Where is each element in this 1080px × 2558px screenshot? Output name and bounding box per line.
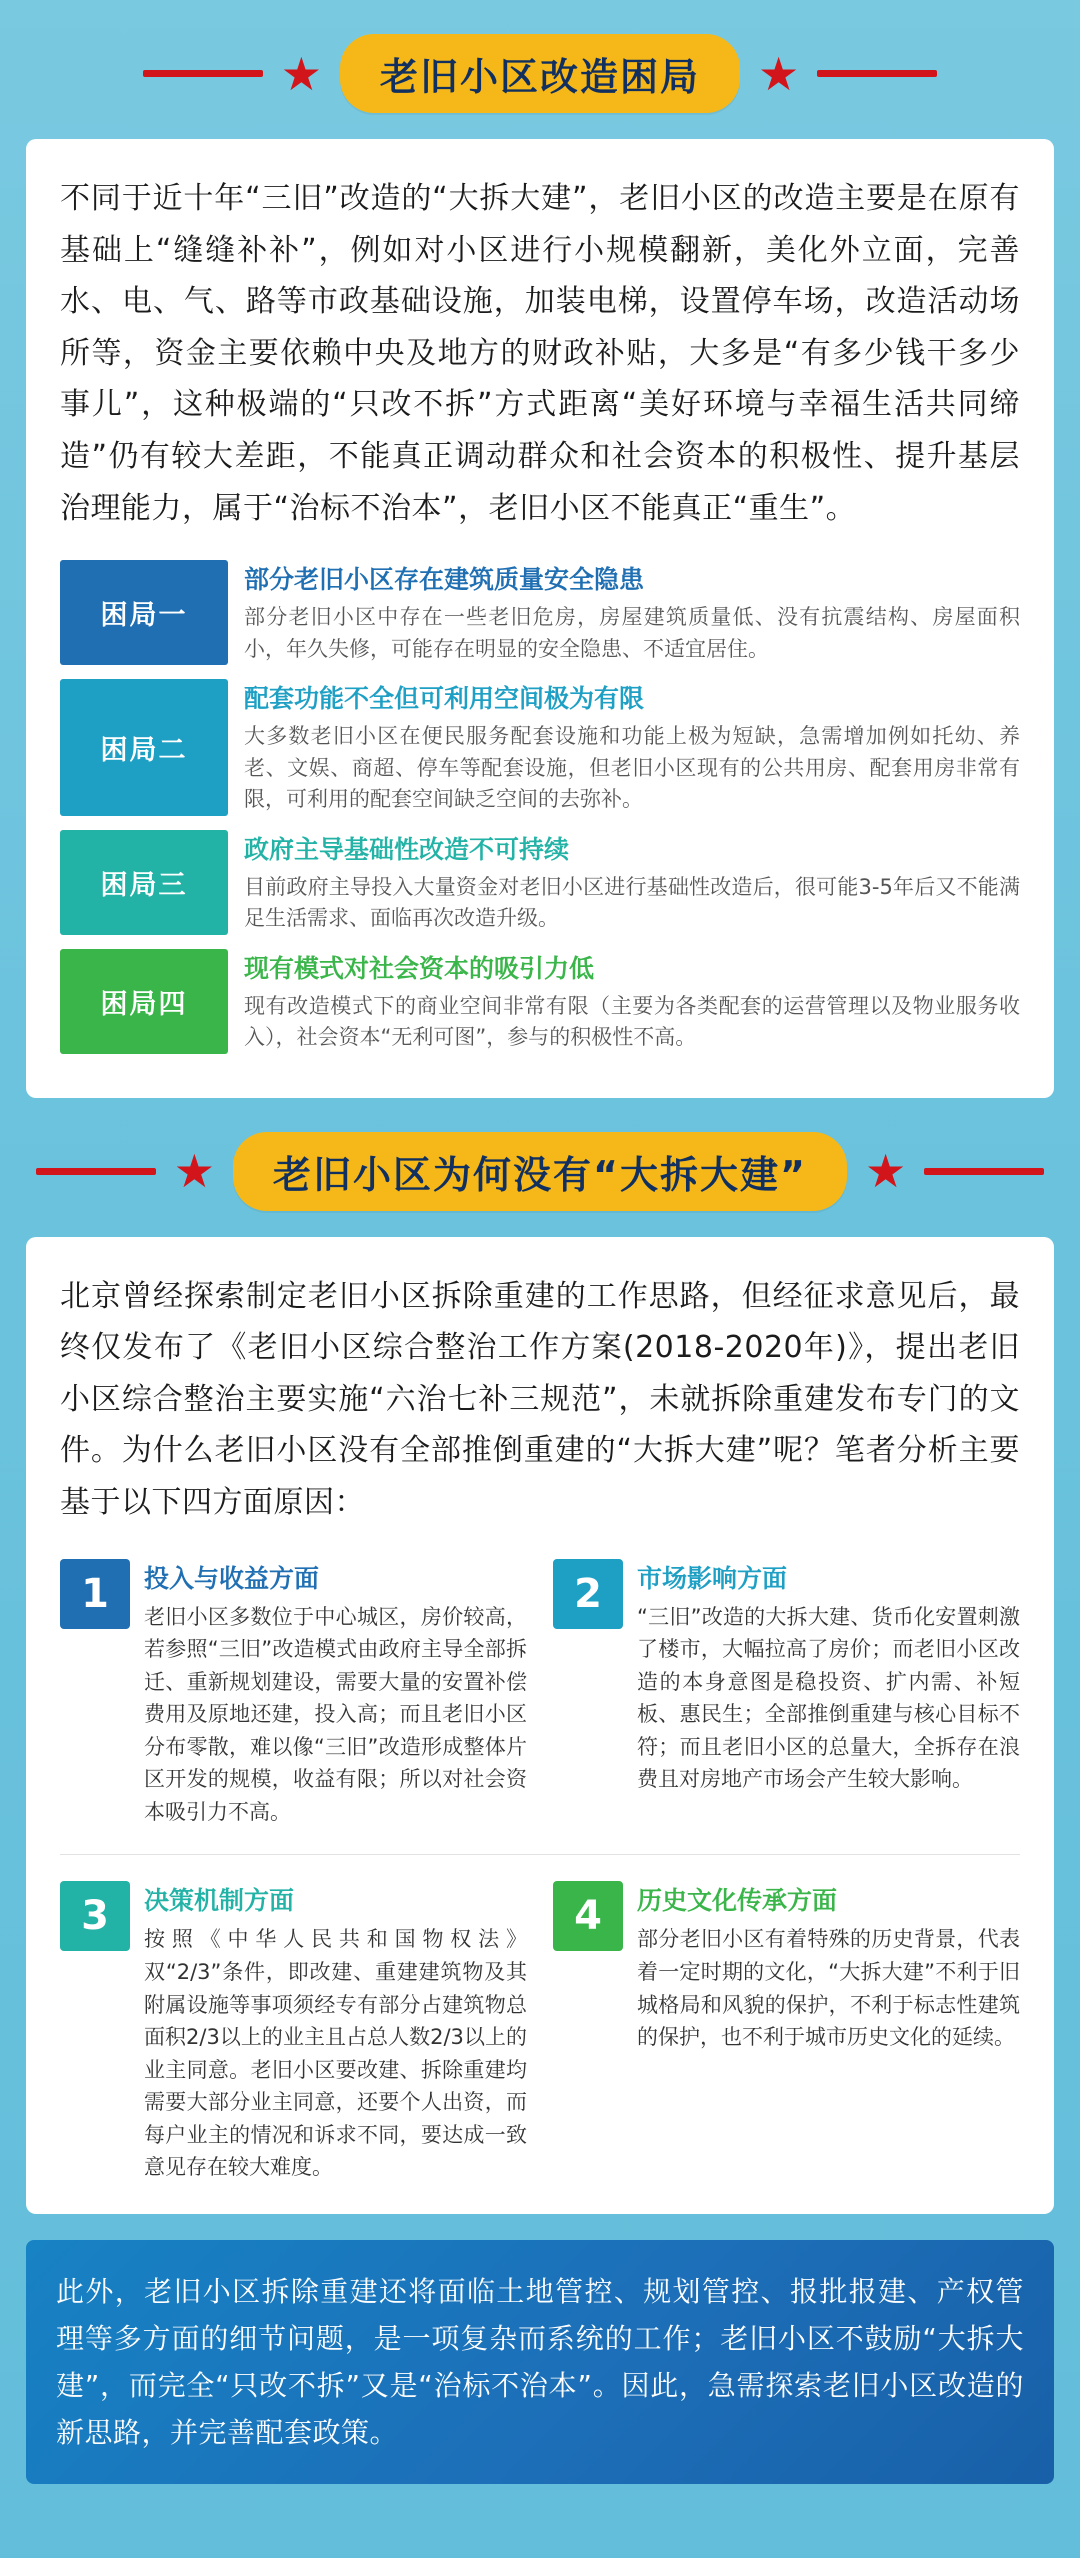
list-item: [553, 1559, 1020, 1829]
list-item: [60, 830, 1020, 935]
kunju-title: 政府主导基础性改造不可持续: [244, 834, 570, 864]
section1-banner: [0, 0, 1080, 139]
kunju-title: 部分老旧小区存在建筑质量安全隐患: [244, 565, 645, 595]
reason-body: [623, 1881, 1020, 2053]
kunju-text: 部分老旧小区中存在一些老旧危房，房屋建筑质量低、没有抗震结构、房屋面积小，年久失修，可能存在明显的安全隐患、不适宜居住。: [244, 605, 1020, 661]
kunju-body: [228, 560, 1020, 665]
kunju-list: [60, 560, 1020, 1054]
list-item: [60, 560, 1020, 665]
footer-callout: [26, 2240, 1054, 2484]
reason-body: [130, 1881, 527, 2183]
reason-text: 部分老旧小区有着特殊的历史背景，代表着一定时期的文化，“大拆大建”不利于旧城格局和风貌的保护，不利于标志性建筑的保护，也不利于城市历史文化的延续。: [637, 1927, 1020, 2050]
section1-title-pill: [340, 34, 740, 113]
list-item: [60, 949, 1020, 1054]
banner-rule-right: [817, 70, 937, 77]
list-item: [553, 1881, 1020, 2183]
reason-body: [130, 1559, 527, 1829]
section1-title: 老旧小区改造困局: [379, 55, 700, 99]
kunju-title: 配套功能不全但可利用空间极为有限: [244, 684, 645, 714]
section2-title-pill: [233, 1132, 847, 1211]
kunju-body: [228, 949, 1020, 1054]
reason-text: 老旧小区多数位于中心城区，房价较高，若参照“三旧”改造模式由政府主导全部拆迁、重新规划建设，需要大量的安置补偿费用及原地还建，投入高；而且老旧小区分布零散，难以像“三旧”改造形成整体片区开发的规模，收益有限；所以对社会资本吸引力不高。: [144, 1604, 527, 1824]
banner-rule-left: [143, 70, 263, 77]
reason-title: 决策机制方面: [144, 1886, 295, 1916]
star-icon: ★: [280, 46, 322, 101]
reasons-grid: [60, 1559, 1020, 2184]
list-item: [60, 679, 1020, 816]
kunju-tag: 困局四: [60, 949, 228, 1054]
reason-text: 按照《中华人民共和国物权法》双“2/3”条件，即改建、重建建筑物及其附属设施等事项须经专有部分占建筑物总面积2/3以上的业主且占总人数2/3以上的业主同意。老旧小区要改建、拆除重建均需要大部分业主同意，还要个人出资，而每户业主的情况和诉求不同，要达成一致意见存在较大难度。: [144, 1927, 527, 2180]
kunju-tag: 困局三: [60, 830, 228, 935]
section1-paragraph: 不同于近十年“三旧”改造的“大拆大建”，老旧小区的改造主要是在原有基础上“缝缝补补”，例如对小区进行小规模翻新，美化外立面，完善水、电、气、路等市政基础设施，加装电梯，设置停车场，改造活动场所等，资金主要依赖中央及地方的财政补贴，大多是“有多少钱干多少事儿”，这种极端的“只改不拆”方式距离“美好环境与幸福生活共同缔造”仍有较大差距，不能真正调动群众和社会资本的积极性、提升基层治理能力，属于“治标不治本”，老旧小区不能真正“重生”。: [60, 181, 1020, 526]
divider: [60, 1854, 1020, 1855]
kunju-body: [228, 679, 1020, 816]
reason-title: 投入与收益方面: [144, 1563, 320, 1593]
reason-text: “三旧”改造的大拆大建、货币化安置刺激了楼市，大幅拉高了房价；而老旧小区改造的本身意图是稳投资、扩内需、补短板、惠民生；全部推倒重建与核心目标不符；而且老旧小区的总量大，全拆存在浪费且对房地产市场会产生较大影响。: [637, 1604, 1020, 1792]
reason-number: 1: [60, 1559, 130, 1629]
list-item: [60, 1559, 527, 1829]
section2-banner: [0, 1098, 1080, 1237]
star-icon: ★: [758, 46, 800, 101]
kunju-text: 目前政府主导投入大量资金对老旧小区进行基础性改造后，很可能3-5年后又不能满足生活需求、面临再次改造升级。: [244, 874, 1020, 931]
banner-rule-right: [924, 1168, 1044, 1175]
banner-rule-left: [36, 1168, 156, 1175]
kunju-tag: 困局一: [60, 560, 228, 665]
star-icon: ★: [173, 1144, 216, 1199]
footer-text: 此外，老旧小区拆除重建还将面临土地管控、规划管控、报批报建、产权管理等多方面的细节问题，是一项复杂而系统的工作；老旧小区不鼓励“大拆大建”，而完全“只改不拆”又是“治标不治本”。因此，急需探索老旧小区改造的新思路，并完善配套政策。: [56, 2274, 1024, 2449]
reason-number: 3: [60, 1881, 130, 1951]
star-icon: ★: [864, 1144, 907, 1199]
kunju-title: 现有模式对社会资本的吸引力低: [244, 953, 595, 983]
reason-body: [623, 1559, 1020, 1796]
list-item: [60, 1881, 527, 2183]
section2-card: [26, 1237, 1054, 2214]
kunju-body: [228, 830, 1020, 935]
reason-number: 2: [553, 1559, 623, 1629]
reason-title: 历史文化传承方面: [637, 1886, 838, 1916]
section1-card: [26, 139, 1054, 1098]
kunju-text: 现有改造模式下的商业空间非常有限（主要为各类配套的运营管理以及物业服务收入），社会资本“无利可图”，参与的积极性不高。: [244, 993, 1020, 1050]
section2-paragraph: 北京曾经探索制定老旧小区拆除重建的工作思路，但经征求意见后，最终仅发布了《老旧小区综合整治工作方案(2018-2020年)》，提出老旧小区综合整治主要实施“六治七补三规范”，未就拆除重建发布专门的文件。为什么老旧小区没有全部推倒重建的“大拆大建”呢？笔者分析主要基于以下四方面原因：: [60, 1278, 1020, 1521]
kunju-text: 大多数老旧小区在便民服务配套设施和功能上极为短缺，急需增加例如托幼、养老、文娱、商超、停车等配套设施，但老旧小区现有的公共用房、配套用房非常有限，可利用的配套空间缺乏空间的去弥补。: [244, 724, 1020, 812]
kunju-tag: 困局二: [60, 679, 228, 816]
reason-title: 市场影响方面: [637, 1563, 788, 1593]
section2-title: 老旧小区为何没有“大拆大建”: [273, 1152, 807, 1197]
reason-number: 4: [553, 1881, 623, 1951]
